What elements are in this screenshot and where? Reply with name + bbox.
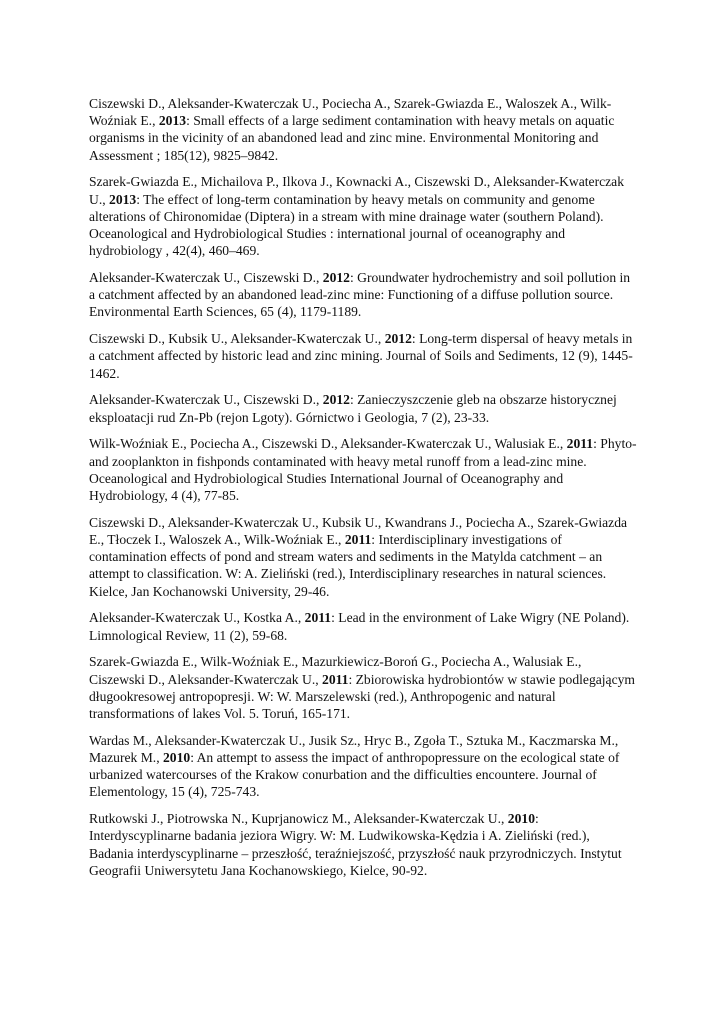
reference-year: 2011 — [344, 532, 372, 548]
reference-entry — [89, 330, 637, 382]
reference-details: : Interdisciplinary investigations of contamination effects of pond and stream waters and sediments in the Matylda catchment – an attempt to classification. W: A. Zieliński (red.), Interdisciplinary researches in natural sciences. Kielce, Jan Kochanowski University, 29-46. — [89, 532, 607, 599]
reference-authors: Ciszewski D., Aleksander-Kwaterczak U., Kubsik U., Kwandrans J., Pociecha A., Szarek-Gwiazda E., Tłoczek I., Waloszek A., Wilk-Woźniak E., — [89, 514, 628, 548]
reference-details: : Long-term dispersal of heavy metals in a catchment affected by historic lead and zinc mining. Journal of Soils and Sediments, 12 (9), 1445-1462. — [89, 331, 633, 381]
reference-authors: Szarek-Gwiazda E., Wilk-Woźniak E., Mazurkiewicz-Boroń G., Pociecha A., Walusiak E., Ciszewski D., Aleksander-Kwaterczak U., — [89, 654, 582, 687]
reference-details: : Small effects of a large sediment contamination with heavy metals on aquatic organisms in the vicinity of an abandoned lead and zinc mine. Environmental Monitoring and Assessment ; 185(12), 9825–9842. — [89, 113, 615, 163]
reference-details: : Zanieczyszczenie gleb na obszarze historycznej eksploatacji rud Zn-Pb (rejon Lgoty). Górnictwo i Geologia, 7 (2), 23-33. — [89, 392, 617, 425]
reference-details: : The effect of long-term contamination by heavy metals on community and genome alterations of Chironomidae (Diptera) in a stream with mine drainage water (southern Poland). Oceanological and Hydrobiological Studies : international journal of oceanography and hydrobiology , 42(4), 460–469. — [89, 191, 604, 259]
reference-year: 2010 — [163, 750, 191, 766]
reference-authors: Rutkowski J., Piotrowska N., Kuprjanowicz M., Aleksander-Kwaterczak U., — [89, 811, 508, 827]
reference-authors: Aleksander-Kwaterczak U., Ciszewski D., — [89, 392, 323, 408]
reference-entry — [89, 810, 637, 879]
reference-year: 2011 — [566, 436, 594, 452]
reference-details: : Interdyscyplinarne badania jeziora Wigry. W: M. Ludwikowska-Kędzia i A. Zieliński (red.), Badania interdyscyplinarne – przeszłość, teraźniejszość, przyszłość nauk przyrodniczych. Instytut Geografii Uniwersytetu Jana Kochanowskiego, Kielce, 90-92. — [89, 811, 622, 878]
reference-year: 2012 — [384, 331, 412, 347]
reference-entry — [89, 514, 637, 600]
reference-authors: Ciszewski D., Kubsik U., Aleksander-Kwaterczak U., — [89, 331, 385, 347]
reference-authors: Ciszewski D., Aleksander-Kwaterczak U., Pociecha A., Szarek-Gwiazda E., Waloszek A., Wilk-Woźniak E., — [89, 96, 612, 129]
reference-details: : Groundwater hydrochemistry and soil pollution in a catchment affected by an abandoned lead-zinc mine: Functioning of a diffuse pollution source. Environmental Earth Sciences, 65 (4), 1179-1189. — [89, 270, 631, 320]
reference-details: : Lead in the environment of Lake Wigry (NE Poland). Limnological Review, 11 (2), 59-68. — [89, 610, 630, 643]
reference-year: 2013 — [109, 191, 137, 207]
reference-entry — [89, 609, 637, 643]
reference-details: : Zbiorowiska hydrobiontów w stawie podlegającym długookresowej antropopresji. W: W. Marszelewski (red.), Anthropogenic and natural transformations of lakes Vol. 5. Toruń, 165-171. — [89, 671, 635, 722]
reference-year: 2012 — [322, 270, 350, 286]
reference-entry — [89, 269, 637, 321]
reference-year: 2011 — [322, 671, 349, 687]
reference-entry — [89, 173, 637, 259]
reference-entry — [89, 95, 637, 164]
reference-year: 2012 — [322, 392, 350, 408]
reference-authors: Wilk-Woźniak E., Pociecha A., Ciszewski D., Aleksander-Kwaterczak U., Walusiak E., — [89, 436, 567, 452]
reference-year: 2013 — [158, 113, 187, 129]
reference-details: : Phyto- and zooplankton in fishponds contaminated with heavy metal runoff from a lead-zinc mine. Oceanological and Hydrobiological Studies International Journal of Oceanography and Hydrobiology, 4 (4), 77-85. — [89, 436, 637, 504]
reference-entry — [89, 732, 637, 801]
reference-entry — [89, 435, 637, 504]
reference-authors: Wardas M., Aleksander-Kwaterczak U., Jusik Sz., Hryc B., Zgoła T., Sztuka M., Kaczmarska M., Mazurek M., — [89, 732, 619, 766]
reference-authors: Aleksander-Kwaterczak U., Kostka A., — [89, 610, 305, 626]
reference-year: 2010 — [507, 811, 535, 827]
reference-entry — [89, 653, 637, 722]
reference-authors: Aleksander-Kwaterczak U., Ciszewski D., — [89, 270, 323, 286]
reference-entry — [89, 391, 637, 425]
reference-year: 2011 — [304, 610, 332, 626]
reference-list — [89, 95, 637, 889]
reference-details: : An attempt to assess the impact of anthropopressure on the ecological state of urbanized watercourses of the Krakow conurbation and the difficulties encountere. Journal of Elementology, 15 (4), 725-743. — [89, 750, 620, 800]
reference-authors: Szarek-Gwiazda E., Michailova P., Ilkova J., Kownacki A., Ciszewski D., Aleksander-Kwaterczak U., — [89, 174, 625, 207]
